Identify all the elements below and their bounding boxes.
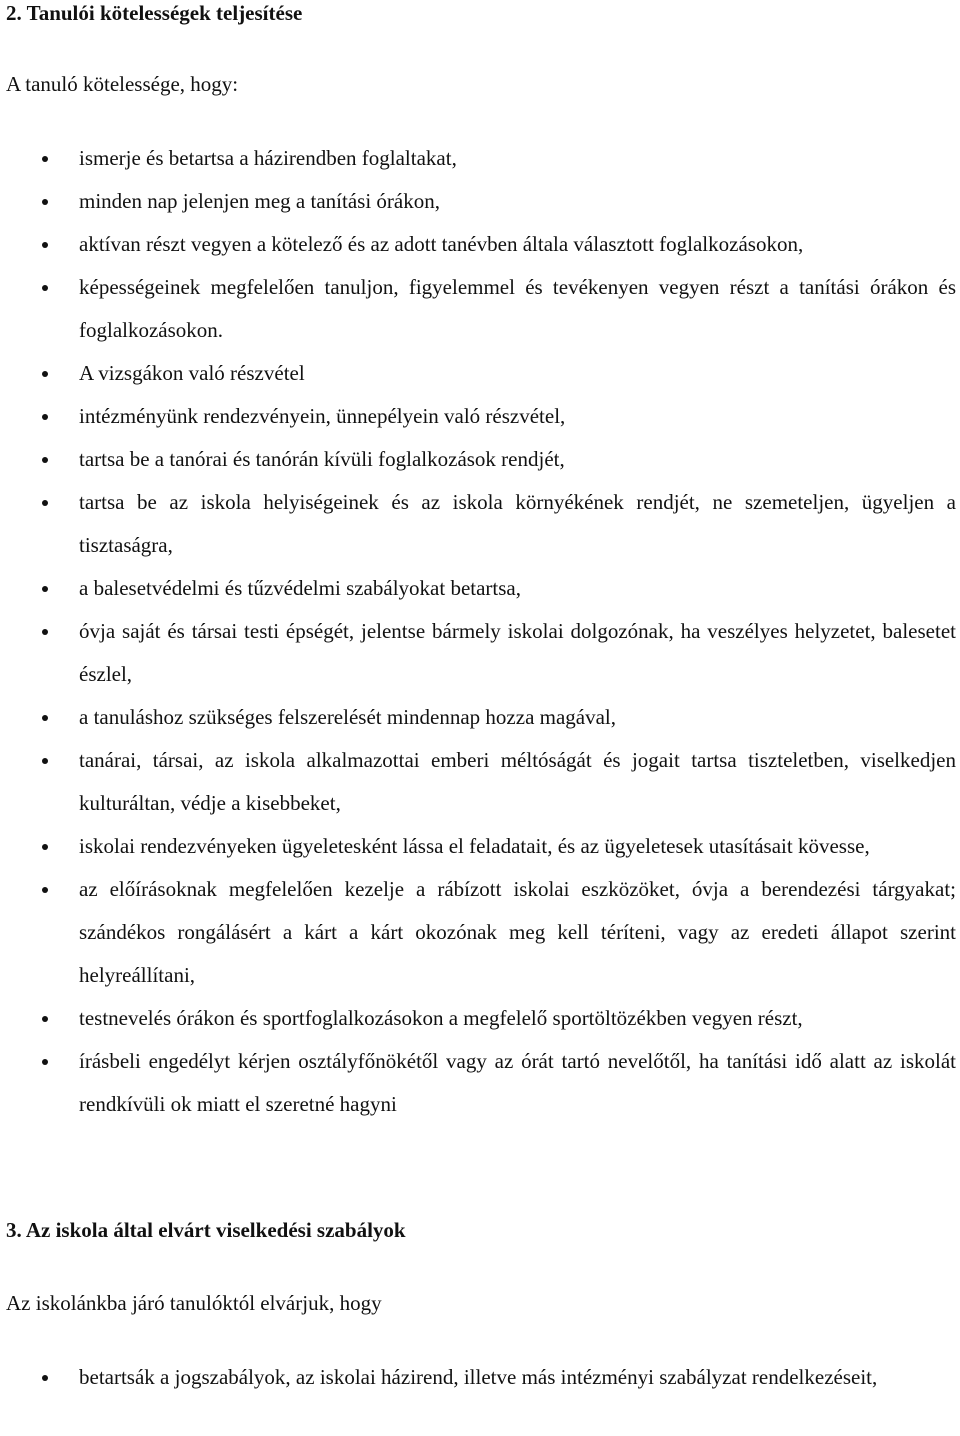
bullet-icon (42, 629, 48, 635)
bullet-icon (42, 758, 48, 764)
list-item: az előírásoknak megfelelően kezelje a rábízott iskolai eszközöket, óvja a berendezési tárgyakat; szándékos rongálásért a kárt a kárt okozónak meg kell téríteni, vagy az eredeti állapot szerint helyreállítani, (0, 868, 960, 997)
bullet-icon (42, 371, 48, 377)
list-item: írásbeli engedélyt kérjen osztályfőnökétől vagy az órát tartó nevelőtől, ha tanítási idő alatt az iskolát rendkívüli ok miatt el szeretné hagyni (0, 1040, 960, 1126)
list-item: testnevelés órákon és sportfoglalkozásokon a megfelelő sportöltözékben vegyen részt, (0, 997, 960, 1040)
list-item: a tanuláshoz szükséges felszerelését mindennap hozza magával, (0, 696, 960, 739)
bullet-icon (42, 887, 48, 893)
bullet-icon (42, 242, 48, 248)
list-item: minden nap jelenjen meg a tanítási órákon, (0, 180, 960, 223)
bullet-icon (42, 715, 48, 721)
list-item: ismerje és betartsa a házirendben foglaltakat, (0, 137, 960, 180)
bullet-icon (42, 500, 48, 506)
list-item: A vizsgákon való részvétel (0, 352, 960, 395)
list-item: tanárai, társai, az iskola alkalmazottai emberi méltóságát és jogait tartsa tiszteletben, viselkedjen kulturáltan, védje a kisebbeket, (0, 739, 960, 825)
section-3-expectations-list (0, 1356, 960, 1399)
list-item: aktívan részt vegyen a kötelező és az adott tanévben általa választott foglalkozásokon, (0, 223, 960, 266)
bullet-icon (42, 457, 48, 463)
section-2-obligations-list (0, 137, 960, 1126)
list-item: intézményünk rendezvényein, ünnepélyein való részvétel, (0, 395, 960, 438)
bullet-icon (42, 586, 48, 592)
bullet-icon (42, 414, 48, 420)
bullet-icon (42, 1016, 48, 1022)
section-2-intro: A tanuló kötelessége, hogy: (6, 72, 239, 96)
list-item: a balesetvédelmi és tűzvédelmi szabályokat betartsa, (0, 567, 960, 610)
bullet-icon (42, 844, 48, 850)
bullet-icon (42, 285, 48, 291)
section-3-intro: Az iskolánkba járó tanulóktól elvárjuk, hogy (6, 1291, 382, 1315)
list-item: betartsák a jogszabályok, az iskolai házirend, illetve más intézményi szabályzat rendelkezéseit, (0, 1356, 960, 1399)
bullet-icon (42, 199, 48, 205)
list-item: tartsa be az iskola helyiségeinek és az iskola környékének rendjét, ne szemeteljen, ügyeljen a tisztaságra, (0, 481, 960, 567)
list-item: iskolai rendezvényeken ügyeletesként lássa el feladatait, és az ügyeletesek utasításait kövesse, (0, 825, 960, 868)
bullet-icon (42, 156, 48, 162)
bullet-icon (42, 1375, 48, 1381)
section-3-heading: 3. Az iskola által elvárt viselkedési szabályok (6, 1218, 406, 1242)
list-item: tartsa be a tanórai és tanórán kívüli foglalkozások rendjét, (0, 438, 960, 481)
bullet-icon (42, 1059, 48, 1065)
list-item: óvja saját és társai testi épségét, jelentse bármely iskolai dolgozónak, ha veszélyes helyzetet, balesetet észlel, (0, 610, 960, 696)
list-item: képességeinek megfelelően tanuljon, figyelemmel és tevékenyen vegyen részt a tanítási órákon és foglalkozásokon. (0, 266, 960, 352)
section-2-heading: 2. Tanulói kötelességek teljesítése (6, 1, 303, 25)
